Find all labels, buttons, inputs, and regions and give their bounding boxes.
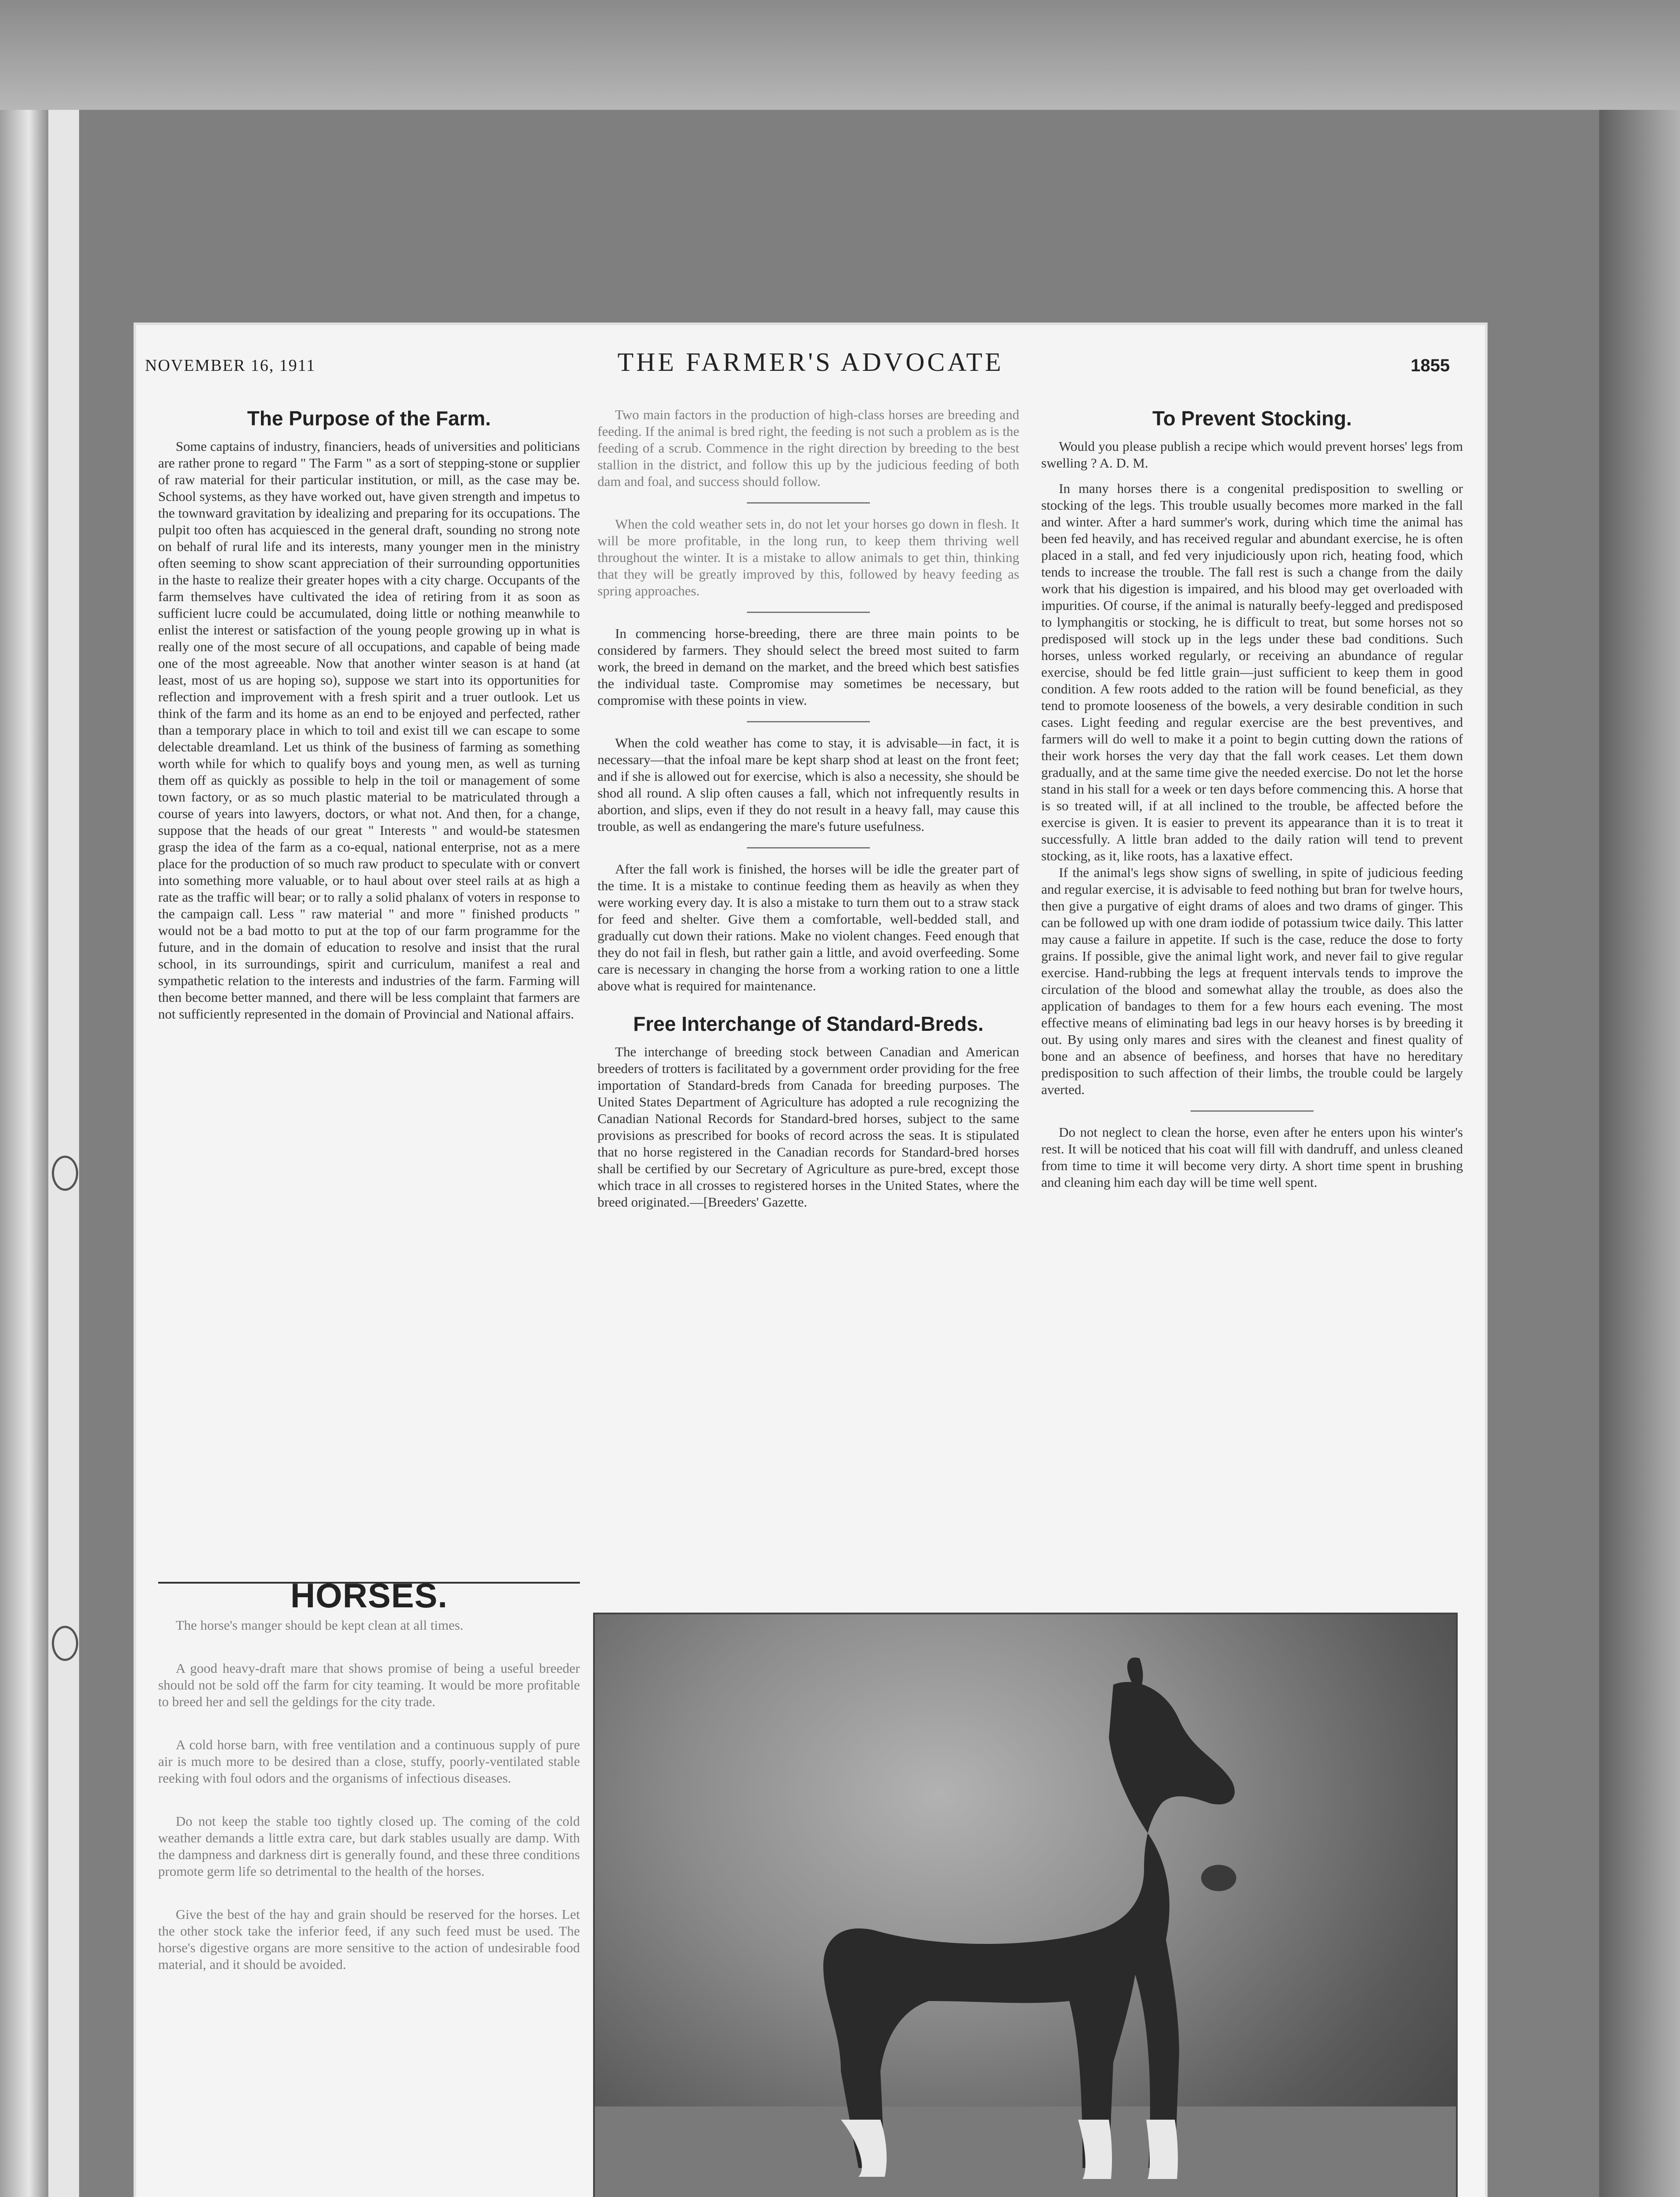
horse-note: A good heavy-draft mare that shows promise of being a useful breeder should not be sold off the farm for city teaming. It would be more profitable to breed her and sell the geldings for the city trade. (158, 1660, 580, 1709)
article-paragraph: If the animal's legs show signs of swelling, in spite of judicious feeding and regular exercise, it is advisable to feed nothing but bran for twelve hours, then give a purgative of eight drams of aloes and two drams of ginger. This can be followed up with one dram iodide of potassium twice daily. This latter may cause a failure in appetite. If such is the case, reduce the dose to forty grains. If possible, give the animal light work, and never fail to give regular exercise. Hand-rubbing the legs at frequent intervals tends to improve the circulation of the blood and somewhat allay the trouble, as does also the application of bandages to them for a few hours each evening. The most effective means of eliminating bad legs in our heavy horses is by breeding it out. By using only mares and sires with the cleanest and finest quality of bone and an absence of beefiness, and horses that have no hereditary predisposition to such affection of their limbs, the trouble could be largely averted. (1041, 865, 1463, 1097)
film-border-top (0, 0, 1680, 110)
article-paragraph: Do not neglect to clean the horse, even after he enters upon his winter's rest. It will be noticed that his coat will fill with dandruff, and unless cleaned from time to time it will become very dirty. A short time spent in brushing and cleaning him each day will be time well spent. (1041, 1124, 1463, 1190)
article-paragraph: Some captains of industry, financiers, heads of universities and politicians are rather prone to regard " The Farm " as a sort of stepping-stone or supplier of raw material for their particular institution, or mill, as the case may be. School systems, as they have worked out, have given strength and impetus to the townward gravitation by idealizing and preparing for its occupations. The pulpit too often has acquiesced in the general draft, sounding no strong note on behalf of rural life and its interests, many younger men in the ministry often seeming to show scant appreciation of their surrounding opportunities in the haste to realize their greater hopes with a city charge. Occupants of the farm themselves have cultivated the idea of retiring from it as soon as sufficient lucre could be accumulated, doing little or nothing meanwhile to enlist the interest or satisfaction of the young people growing up in what is really one of the most secure of all occupations, and capable of being made one of the most agreeable. Now that another winter season is at hand (at least, most of us are hoping so), suppose we start into its opportunities for reflection and improvement with a fresh spirit and a truer outlook. Let us think of the farm and its home as an end to be enjoyed and perfected, rather than a temporary place in which to toil and exist till we can escape to some delectable dreamland. Let us think of the business of farming as something worth while for which to qualify boys and young men, as well as turning them off as quickly as possible to help in the toil or management of some town factory, or as so much plastic material to be matriculated through a course of years into lawyers, doctors, or what not. And then, for a change, suppose that the heads of our great " Interests " and would-be statesmen grasp the idea of the farm as a co-equal, national enterprise, not as a mere place for the production of so much raw product to speculate with or convert into something more valuable, or to haul about over steel rails at as high a rate as the traffic will bear; or to rally a solid phalanx of voters in response to the campaign call. Less " raw material " and more " finished products " would not be a bad motto to put at the top of our farm programme for the future, and in the domain of education to resolve and insist that the rural school, in its surroundings, spirit and curriculum, manifest a real and sympathetic relation to the interests and industries of the farm. Farming will then become better manned, and there will be less complaint that farmers are not sufficiently represented in the domain of Provincial and National affairs. (158, 439, 580, 1022)
column-1 (158, 406, 580, 1022)
article-paragraph: When the cold weather sets in, do not let your horses go down in flesh. It will be more profitable, in the long run, to keep them thriving well throughout the winter. It is a mistake to allow animals to get thin, thinking that they will be greatly improved by this, followed by heavy feeding as spring approaches. (597, 516, 1019, 598)
article-paragraph: In commencing horse-breeding, there are three main points to be considered by farmers. They should select the breed most suited to farm work, the breed in demand on the market, and the breed which best satisfies the individual taste. Compromise may sometimes be necessary, but compromise with these points in view. (597, 626, 1019, 708)
binding-hole-icon (52, 1156, 78, 1191)
divider (747, 612, 870, 613)
film-border-right (1599, 110, 1680, 2197)
article-paragraph: Two main factors in the production of high-class horses are breeding and feeding. If the animal is bred right, the feeding is not such a problem as is the feeding of a scrub. Commence in the right direction by breeding to the best stallion in the district, and follow this up by the judicious feeding of both dam and foal, and success should follow. (597, 407, 1019, 489)
horses-section (158, 1576, 580, 1973)
article-paragraph: In many horses there is a congenital predisposition to swelling or stocking of the legs. This trouble usually becomes more marked in the fall and winter. After a hard summer's work, during which time the animal has been fed heavily, and has received regular and abundant exercise, he is often placed in a stall, and fed very injudiciously upon rich, heating food, which tends to increase the trouble. The fall rest is such a change from the daily work that his digestion is impaired, and his blood may get overloaded with impurities. Of course, if the animal is naturally beefy-legged and predisposed to lymphangitis or stocking, he is difficult to treat, but some horses not so predisposed will stock up in the legs under these bad conditions. Such horses, unless worked regularly, or receiving an abundance of regular exercise, should be fed little grain—just sufficient to keep them in good condition. A few roots added to the ration will be found beneficial, as they tend to promote looseness of the bowels, a very desirable condition in such cases. Light feeding and regular exercise are the best preventives, and farmers will do well to make it a point to begin cutting down the rations of their work horses the very day that the fall work ceases. Let them down gradually, and at the same time give the needed exercise. Do not let the horse stand in his stall for a week or ten days before commencing this. A horse that is so treated will, if at all inclined to the trouble, be affected before the exercise is given. It is easier to prevent its appearance than it is to treat it successfully. A little bran added to the daily ration will tend to prevent stocking, as it, like roots, has a laxative effect. (1041, 481, 1463, 863)
article-paragraph: The interchange of breeding stock between Canadian and American breeders of trotters is facilitated by a government order providing for the free importation of Standard-breds from Canada for breeding purposes. The United States Department of Agriculture has adopted a rule recognizing the Canadian National Records for Standard-bred horses, subject to the same provisions as prescribed for books of record across the seas. It is stipulated that no horse registered in the Canadian records for Standard-bred horses shall be certified by our Secretary of Agriculture as pure-bred, except those which trace in all crosses to registered horses in the United States, where the breed originated.—[Breeders' Gazette. (597, 1044, 1019, 1210)
divider (747, 721, 870, 722)
horse-note: A cold horse barn, with free ventilation and a continuous supply of pure air is much more to be desired than a close, stuffy, poorly-ventilated stable reeking with foul odors and the organisms of infectious diseases. (158, 1737, 580, 1786)
newspaper-page (136, 325, 1485, 2197)
page-number: 1855 (1411, 356, 1450, 375)
article-paragraph: After the fall work is finished, the horses will be idle the greater part of the time. It is a mistake to continue feeding them as heavily as when they were working every day. It is also a mistake to turn them out to a straw stack for feed and shelter. Give them a comfortable, well-bedded stall, and gradually cut down their rations. Make no violent changes. Feed enough that they do not fail in flesh, but rather gain a little, and avoid overfeeding. Some care is necessary in changing the horse from a working ration to one a little above what is required for maintenance. (597, 861, 1019, 993)
clydesdale-horse-icon (595, 1614, 1456, 2197)
divider (747, 847, 870, 848)
film-border-left (0, 110, 48, 2197)
column-3 (1041, 406, 1463, 1191)
article-heading-standard-breds: Free Interchange of Standard-Breds. (633, 1012, 984, 1035)
reader-question: Would you please publish a recipe which would prevent horses' legs from swelling ? A. D. M. (1041, 439, 1463, 471)
horse-note: The horse's manger should be kept clean at all times. (176, 1617, 463, 1633)
divider (1191, 1110, 1314, 1112)
binding-hole-icon (52, 1626, 78, 1661)
column-2 (597, 406, 1019, 1211)
article-heading-prevent-stocking: To Prevent Stocking. (1152, 407, 1352, 430)
horse-photograph (593, 1613, 1458, 2197)
horse-note: Give the best of the hay and grain should be reserved for the horses. Let the other stock take the inferior feed, if any such feed must be used. The horse's digestive organs are more sensitive to the action of undesirable food material, and it should be avoided. (158, 1907, 580, 1972)
section-title-horses: HORSES. (290, 1576, 448, 1615)
article-heading-purpose-of-farm: The Purpose of the Farm. (247, 407, 491, 430)
adjacent-page-edge (48, 110, 79, 2197)
issue-date: NOVEMBER 16, 1911 (145, 356, 316, 375)
divider (747, 502, 870, 504)
article-paragraph: When the cold weather has come to stay, it is advisable—in fact, it is necessary—that the infoal mare be kept sharp shod at least on the front feet; and if she is allowed out for exercise, which is also a necessity, she should be shod all round. A slip often causes a fall, which not infrequently results in abortion, and slips, even if they do not result in a heavy fall, may cause this trouble, as well as endangering the mare's future usefulness. (597, 735, 1019, 834)
masthead-title: THE FARMER'S ADVOCATE (617, 348, 1004, 377)
page-header (136, 347, 1485, 387)
horse-note: Do not keep the stable too tightly closed up. The coming of the cold weather demands a little extra care, but dark stables usually are damp. With the dampness and darkness dirt is generally found, and these three conditions promote germ life so detrimental to the health of the horses. (158, 1813, 580, 1879)
